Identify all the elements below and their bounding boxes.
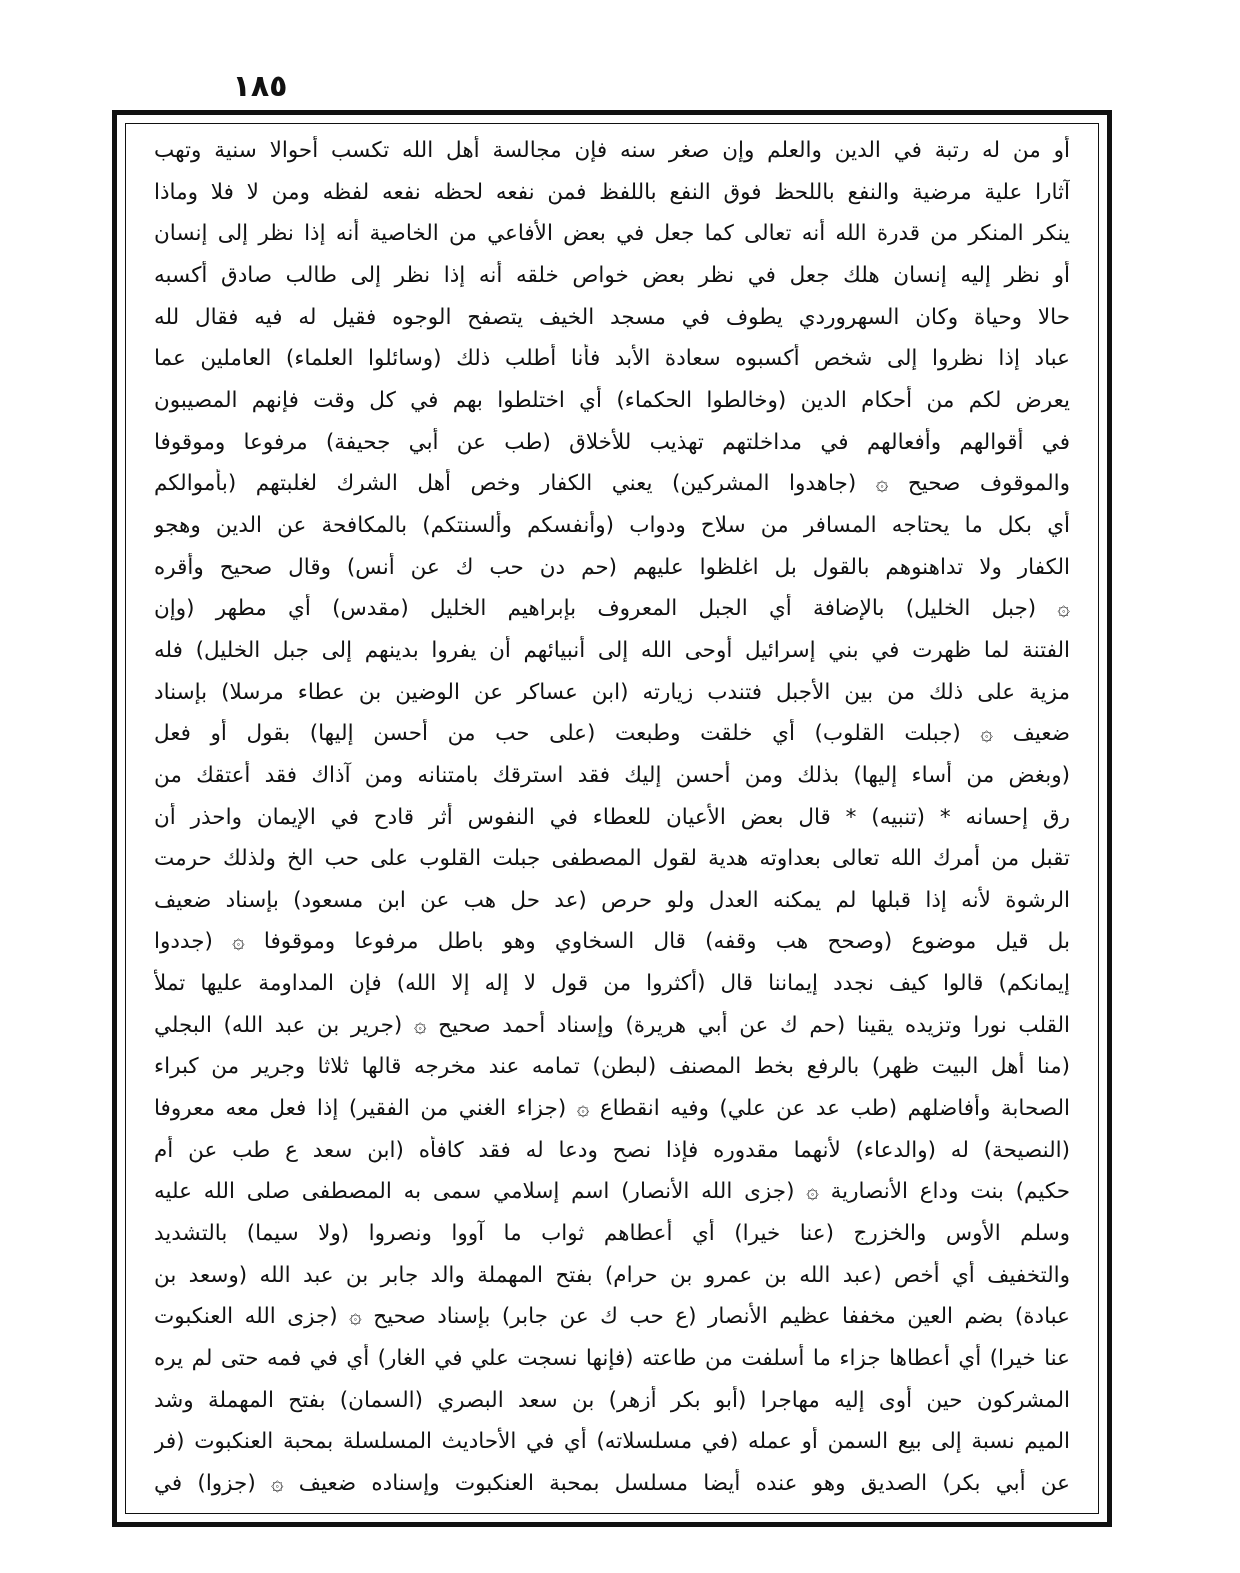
text-line: آثارا علية مرضية والنفع باللحظ فوق النفع باللفظ فمن نفعه لحظه نفعه لفظه ومن لا فلا وماذا [154,179,1070,205]
text-line: أو من له رتبة في الدين والعلم وإن صغر سنه فإن مجالسة أهل الله تكسب أحوالا سنية وتهب [154,138,1070,163]
text-line: إيمانكم) قالوا كيف نجدد إيماننا قال (أكثروا من قول لا إله إلا الله) فإن المداومة عليها تملأ [154,971,1070,997]
text-line: عنا خيرا) أي أعطاها جزاء ما أسلفت من طاعته (فإنها نسجت علي في الغار) أي في فمه حتى لم يره [154,1346,1070,1372]
text-line: أي بكل ما يحتاجه المسافر من سلاح ودواب (وأنفسكم وألسنتكم) بالمكافحة عن الدين وهجو [154,512,1070,538]
text-line: ينكر المنكر من قدرة الله أنه تعالى كما جعل في بعض الأفاعي من الخاصية أنه إذا نظر إلى إنسان [154,221,1070,247]
text-line: وسلم الأوس والخزرج (عنا خيرا) أي أعطاهم ثواب ما آووا ونصروا (ولا سيما) بالتشديد [154,1221,1070,1247]
text-line: والموقوف صحيح ۞ (جاهدوا المشركين) يعني الكفار وخص أهل الشرك لغلبتهم (بأموالكم [154,471,1070,497]
text-line: تقبل من أمرك الله تعالى بعداوته هدية لقول المصطفى جبلت القلوب على حب الخ ولذلك حرمت [154,846,1070,872]
text-line: يعرض لكم من أحكام الدين (وخالطوا الحكماء) أي اختلطوا بهم في كل وقت فإنهم المصيبون [154,387,1070,413]
text-line: الفتنة لما ظهرت في بني إسرائيل أوحى الله إلى أنبيائهم أن يفروا بدينهم إلى جبل الخليل) فله [154,637,1070,663]
text-line: المشركون حين أوى إليه مهاجرا (أبو بكر أزهر) بن سعد البصري (السمان) بفتح المهملة وشد [154,1387,1070,1413]
text-line: (منا أهل البيت ظهر) بالرفع بخط المصنف (لبطن) تمامه عند مخرجه قالها ثلاثا وجرير من كبراء [154,1054,1070,1080]
text-line: الرشوة لأنه إذا قبلها لم يمكنه العدل ولو حرص (عد حل هب عن ابن مسعود) بإسناد ضعيف [154,887,1070,913]
text-line: الصحابة وأفاضلهم (طب عد عن علي) وفيه انقطاع ۞ (جزاء الغني من الفقير) إذا فعل معه معروفا [154,1096,1070,1122]
text-line: أو نظر إليه إنسان هلك جعل في نظر بعض خواص خلقه أنه إذا نظر إلى طالب صادق أكسبه [154,262,1070,288]
text-line: عبادة) بضم العين مخففا عظيم الأنصار (ع حب ك عن جابر) بإسناد صحيح ۞ (جزى الله العنكبوت [154,1304,1070,1330]
page-border-inner-rule [125,123,1099,1514]
text-line: ضعيف ۞ (جبلت القلوب) أي خلقت وطبعت (على حب من أحسن إليها) بقول أو فعل [154,721,1070,747]
text-line: الكفار ولا تداهنوهم بالقول بل اغلظوا عليهم (حم دن حب ك عن أنس) وقال صحيح وأقره [154,554,1070,580]
text-line: عن أبي بكر) الصديق وهو عنده أيضا مسلسل بمحبة العنكبوت وإسناده ضعيف ۞ (جزوا) في [154,1471,1070,1496]
text-line: ۞ (جبل الخليل) بالإضافة أي الجبل المعروف بإبراهيم الخليل (مقدس) أي مطهر (وإن [154,596,1070,622]
text-line: حكيم) بنت وداع الأنصارية ۞ (جزى الله الأنصار) اسم إسلامي سمى به المصطفى صلى الله عليه [154,1179,1070,1205]
text-line: الميم نسبة إلى بيع السمن أو عمله (في مسلسلاته) أي في الأحاديث المسلسلة بمحبة العنكبوت (فر [154,1429,1070,1455]
text-line: رق إحسانه * (تنبيه) * قال بعض الأعيان للعطاء في النفوس أثر قادح في الإيمان واحذر أن [154,804,1070,830]
text-line: (النصيحة) له (والدعاء) لأنهما مقدوره فإذا نصح ودعا له فقد كافأه (ابن سعد ع طب عن أم [154,1137,1070,1163]
text-line: بل قيل موضوع (وصحح هب وقفه) قال السخاوي وهو باطل مرفوعا وموقوفا ۞ (جددوا [154,929,1070,955]
text-line: حالا وحياة وكان السهروردي يطوف في مسجد الخيف يتصفح الوجوه فقيل له فيه فقال لله [154,304,1070,330]
text-line: (وبغض من أساء إليها) بذلك ومن أحسن إليك فقد استرقك بامتنانه ومن آذاك فقد أعتقك من [154,762,1070,788]
text-line: في أقوالهم وأفعالهم في مداخلتهم تهذيب للأخلاق (طب عن أبي جحيفة) مرفوعا وموقوفا [154,429,1070,455]
text-line: القلب نورا وتزيده يقينا (حم ك عن أبي هريرة) وإسناد أحمد صحيح ۞ (جرير بن عبد الله) البجلي [154,1012,1070,1038]
page-border-frame [112,110,1112,1527]
text-line: مزية على ذلك من بين الأجبل فتندب زيارته (ابن عساكر عن الوضين بن عطاء مرسلا) بإسناد [154,679,1070,705]
page-number: ١٨٥ [232,69,288,104]
body-text [154,136,1070,1499]
text-line: عباد إذا نظروا إلى شخص أكسبوه سعادة الأبد فأنا أطلب ذلك (وسائلوا العلماء) العاملين عما [154,346,1070,372]
text-line: والتخفيف أي أخص (عبد الله بن عمرو بن حرام) بفتح المهملة والد جابر بن عبد الله (وسعد بن [154,1262,1070,1288]
